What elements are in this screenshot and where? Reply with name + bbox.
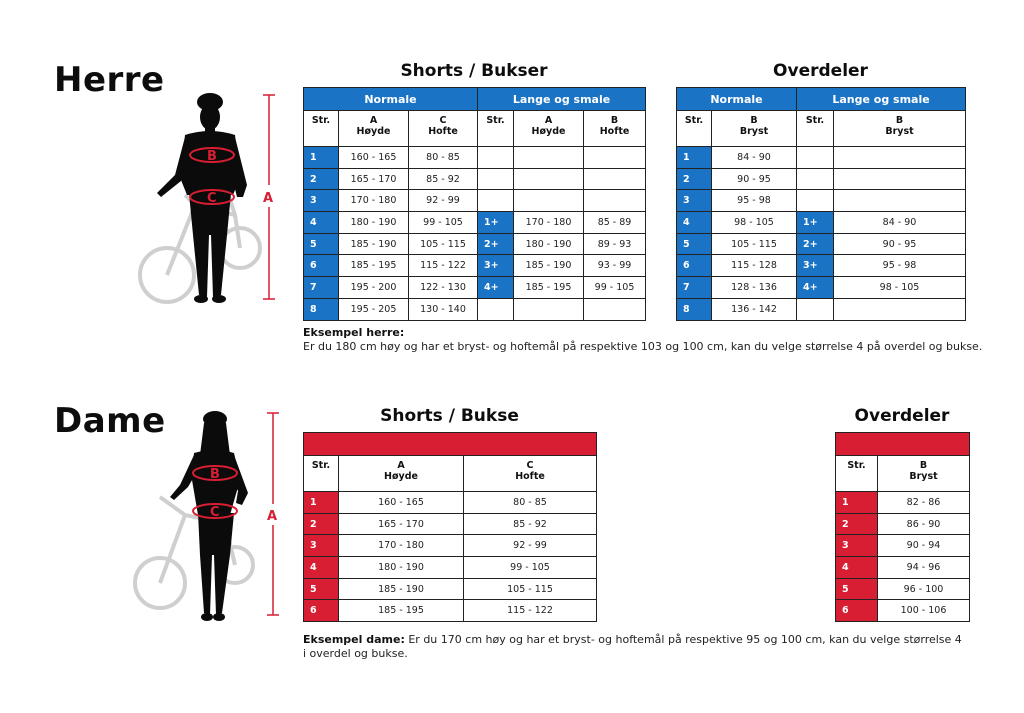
size-cell: 1: [304, 147, 339, 169]
value-cell: [834, 147, 966, 169]
herre-tops-table: [676, 87, 966, 321]
value-cell: [584, 147, 646, 169]
size-cell: 3: [304, 535, 339, 557]
size-cell: [797, 147, 834, 169]
size-cell: 1+: [478, 212, 514, 234]
value-cell: 195 - 205: [339, 298, 409, 320]
value-cell: 105 - 115: [464, 578, 597, 600]
value-cell: 185 - 195: [514, 277, 584, 299]
table-row: [836, 535, 970, 557]
size-cell: 8: [677, 298, 712, 320]
table-row: [304, 513, 597, 535]
man-figure-illustration: [135, 85, 285, 325]
value-cell: 96 - 100: [878, 578, 970, 600]
value-cell: 130 - 140: [409, 298, 478, 320]
table-row: [304, 557, 597, 579]
value-cell: 165 - 170: [339, 168, 409, 190]
size-cell: 2: [304, 168, 339, 190]
size-cell: 4+: [797, 277, 834, 299]
table-row: [304, 233, 646, 255]
table-row: [304, 277, 646, 299]
herre-tops-group-long: Lange og smale: [797, 88, 966, 111]
table-row: [677, 147, 966, 169]
value-cell: 170 - 180: [339, 190, 409, 212]
value-cell: 92 - 99: [409, 190, 478, 212]
table-row: [304, 168, 646, 190]
value-cell: 99 - 105: [584, 277, 646, 299]
herre-shorts-col-header: Str.: [304, 111, 339, 147]
value-cell: 85 - 92: [409, 168, 478, 190]
value-cell: 84 - 90: [712, 147, 797, 169]
herre-shorts-col-header: Str.: [478, 111, 514, 147]
size-cell: [797, 190, 834, 212]
value-cell: 170 - 180: [514, 212, 584, 234]
table-row: [836, 600, 970, 622]
herre-shorts-col-header: A Høyde: [514, 111, 584, 147]
man-label-b: B: [207, 149, 217, 164]
value-cell: 185 - 195: [339, 255, 409, 277]
herre-shorts-col-header: A Høyde: [339, 111, 409, 147]
table-row: [304, 492, 597, 514]
table-row: [304, 212, 646, 234]
value-cell: 180 - 190: [339, 557, 464, 579]
size-cell: [478, 147, 514, 169]
value-cell: 185 - 190: [339, 578, 464, 600]
value-cell: 105 - 115: [712, 233, 797, 255]
value-cell: [514, 298, 584, 320]
value-cell: 93 - 99: [584, 255, 646, 277]
value-cell: [834, 298, 966, 320]
size-cell: 6: [836, 600, 878, 622]
size-cell: 6: [677, 255, 712, 277]
size-cell: 5: [304, 578, 339, 600]
value-cell: 84 - 90: [834, 212, 966, 234]
value-cell: 136 - 142: [712, 298, 797, 320]
herre-tops-col-header: B Bryst: [712, 111, 797, 147]
value-cell: 180 - 190: [514, 233, 584, 255]
herre-tops-group-normal: Normale: [677, 88, 797, 111]
woman-figure-illustration: [130, 405, 285, 630]
table-row: [836, 492, 970, 514]
size-cell: 4: [836, 557, 878, 579]
section-title-dame: Dame: [54, 401, 166, 441]
dame-shorts-title: Shorts / Bukse: [380, 406, 519, 426]
size-cell: 5: [836, 578, 878, 600]
value-cell: 185 - 190: [339, 233, 409, 255]
herre-shorts-table: [303, 87, 646, 321]
value-cell: 99 - 105: [464, 557, 597, 579]
value-cell: [584, 298, 646, 320]
value-cell: 98 - 105: [834, 277, 966, 299]
woman-label-a: A: [267, 509, 278, 524]
table-row: [677, 298, 966, 320]
dame-tops-table: [835, 432, 970, 622]
size-cell: 3: [304, 190, 339, 212]
size-cell: 6: [304, 255, 339, 277]
herre-tops-col-header: Str.: [797, 111, 834, 147]
size-cell: 3: [836, 535, 878, 557]
size-cell: 2+: [478, 233, 514, 255]
value-cell: [514, 147, 584, 169]
woman-label-c: C: [210, 505, 220, 520]
dame-shorts-col-header: Str.: [304, 456, 339, 492]
herre-shorts-title: Shorts / Bukser: [400, 61, 548, 81]
size-cell: 3: [677, 190, 712, 212]
value-cell: 82 - 86: [878, 492, 970, 514]
value-cell: 185 - 190: [514, 255, 584, 277]
value-cell: 99 - 105: [409, 212, 478, 234]
herre-tops-col-header: B Bryst: [834, 111, 966, 147]
size-cell: 1: [836, 492, 878, 514]
size-cell: 2: [304, 513, 339, 535]
herre-shorts-group-long: Lange og smale: [478, 88, 646, 111]
dame-shorts-table: [303, 432, 597, 622]
value-cell: 105 - 115: [409, 233, 478, 255]
dame-tops-col-header: Str.: [836, 456, 878, 492]
dame-example-text: Er du 170 cm høy og har et bryst- og hoftemål på respektive 95 og 100 cm, kan du velge størrelse 4 i overdel og bukse.: [303, 633, 962, 660]
size-cell: 1: [304, 492, 339, 514]
table-row: [304, 535, 597, 557]
table-row: [304, 190, 646, 212]
value-cell: 195 - 200: [339, 277, 409, 299]
size-cell: 4: [677, 212, 712, 234]
value-cell: 122 - 130: [409, 277, 478, 299]
value-cell: 128 - 136: [712, 277, 797, 299]
value-cell: [584, 190, 646, 212]
table-row: [836, 578, 970, 600]
size-cell: 4: [304, 557, 339, 579]
table-row: [836, 513, 970, 535]
value-cell: 180 - 190: [339, 212, 409, 234]
size-cell: [797, 298, 834, 320]
dame-tops-header-bar: [836, 433, 970, 456]
value-cell: 165 - 170: [339, 513, 464, 535]
value-cell: 85 - 89: [584, 212, 646, 234]
value-cell: 90 - 94: [878, 535, 970, 557]
size-cell: 2: [677, 168, 712, 190]
value-cell: [514, 168, 584, 190]
table-row: [304, 298, 646, 320]
size-cell: 5: [677, 233, 712, 255]
man-label-c: C: [207, 191, 217, 206]
table-row: [677, 212, 966, 234]
dame-tops-col-header: B Bryst: [878, 456, 970, 492]
value-cell: 95 - 98: [834, 255, 966, 277]
value-cell: 98 - 105: [712, 212, 797, 234]
value-cell: 115 - 122: [409, 255, 478, 277]
value-cell: 170 - 180: [339, 535, 464, 557]
table-row: [304, 255, 646, 277]
size-cell: 2: [836, 513, 878, 535]
value-cell: 90 - 95: [834, 233, 966, 255]
table-row: [677, 233, 966, 255]
size-cell: 7: [677, 277, 712, 299]
size-cell: 1: [677, 147, 712, 169]
value-cell: 80 - 85: [409, 147, 478, 169]
dame-example: [303, 633, 963, 661]
size-cell: 7: [304, 277, 339, 299]
value-cell: 94 - 96: [878, 557, 970, 579]
section-title-herre: Herre: [54, 60, 165, 100]
dame-example-label: Eksempel dame:: [303, 633, 405, 646]
table-row: [304, 600, 597, 622]
value-cell: 92 - 99: [464, 535, 597, 557]
man-label-a: A: [263, 191, 274, 206]
size-cell: [478, 168, 514, 190]
value-cell: 95 - 98: [712, 190, 797, 212]
value-cell: 115 - 128: [712, 255, 797, 277]
herre-example-label: Eksempel herre:: [303, 326, 405, 339]
value-cell: 90 - 95: [712, 168, 797, 190]
dame-shorts-col-header: A Høyde: [339, 456, 464, 492]
value-cell: 86 - 90: [878, 513, 970, 535]
size-cell: 3+: [797, 255, 834, 277]
value-cell: 160 - 165: [339, 147, 409, 169]
table-row: [677, 190, 966, 212]
size-cell: [797, 168, 834, 190]
table-row: [304, 147, 646, 169]
size-cell: 8: [304, 298, 339, 320]
table-row: [677, 277, 966, 299]
value-cell: [834, 168, 966, 190]
value-cell: 160 - 165: [339, 492, 464, 514]
size-cell: 1+: [797, 212, 834, 234]
herre-shorts-col-header: C Hofte: [409, 111, 478, 147]
table-row: [836, 557, 970, 579]
table-row: [677, 168, 966, 190]
size-cell: 3+: [478, 255, 514, 277]
herre-tops-col-header: Str.: [677, 111, 712, 147]
herre-shorts-group-normal: Normale: [304, 88, 478, 111]
size-cell: 6: [304, 600, 339, 622]
value-cell: 80 - 85: [464, 492, 597, 514]
table-row: [677, 255, 966, 277]
size-cell: 5: [304, 233, 339, 255]
value-cell: 185 - 195: [339, 600, 464, 622]
woman-label-b: B: [210, 467, 220, 482]
dame-shorts-col-header: C Hofte: [464, 456, 597, 492]
value-cell: 100 - 106: [878, 600, 970, 622]
dame-tops-title: Overdeler: [854, 406, 950, 426]
value-cell: [584, 168, 646, 190]
value-cell: 85 - 92: [464, 513, 597, 535]
value-cell: [514, 190, 584, 212]
size-cell: 4: [304, 212, 339, 234]
herre-example-text: Er du 180 cm høy og har et bryst- og hoftemål på respektive 103 og 100 cm, kan du velge størrelse 4 på overdel og bukse.: [303, 340, 983, 353]
size-cell: 4+: [478, 277, 514, 299]
value-cell: 115 - 122: [464, 600, 597, 622]
size-cell: [478, 190, 514, 212]
dame-shorts-header-bar: [304, 433, 597, 456]
herre-tops-title: Overdeler: [773, 61, 868, 81]
herre-example: [303, 326, 1003, 354]
herre-shorts-col-header: B Hofte: [584, 111, 646, 147]
table-row: [304, 578, 597, 600]
size-cell: [478, 298, 514, 320]
value-cell: 89 - 93: [584, 233, 646, 255]
size-cell: 2+: [797, 233, 834, 255]
value-cell: [834, 190, 966, 212]
